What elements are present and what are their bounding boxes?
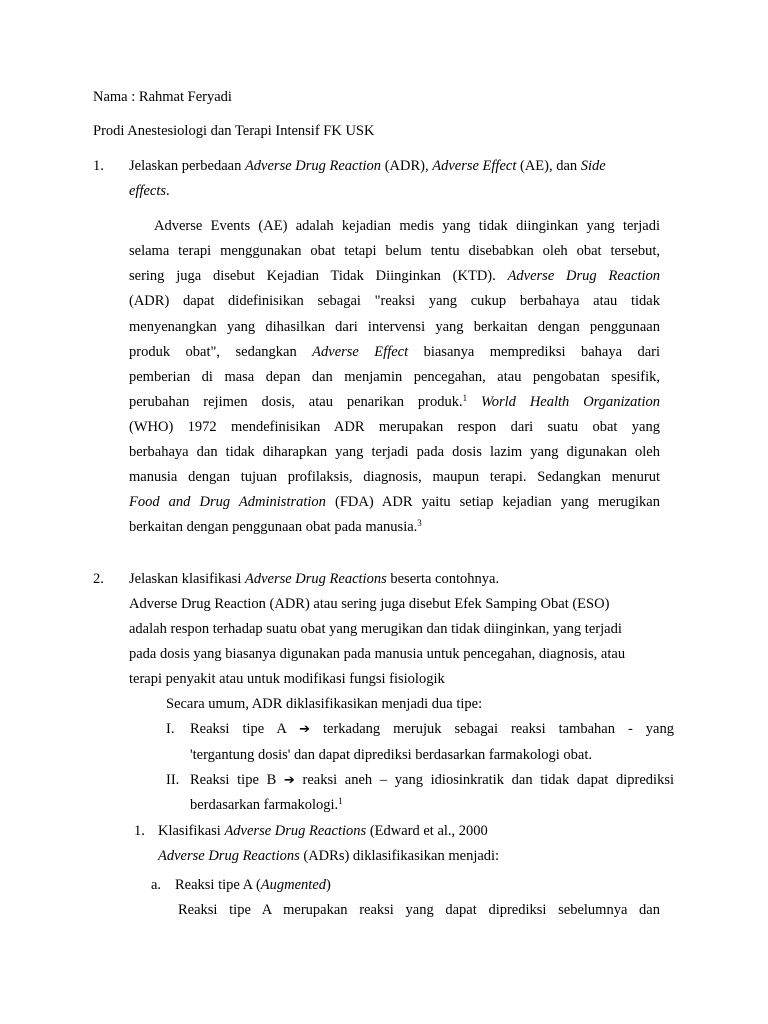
question-1-text: Jelaskan perbedaan Adverse Drug Reaction (ADR), Adverse Effect (AE), dan Side xyxy=(129,158,606,174)
answer-2-line: Adverse Drug Reaction (ADR) atau sering juga disebut Efek Samping Obat (ESO) xyxy=(129,596,610,612)
answer-1-line: produk obat", sedangkan Adverse Effect biasanya memprediksi bahaya dari xyxy=(129,344,660,360)
question-1-number: 1. xyxy=(93,158,104,174)
answer-2-line: terapi penyakit atau untuk modifikasi fungsi fisiologik xyxy=(129,671,445,687)
subitem-a-heading: Reaksi tipe A (Augmented) xyxy=(175,877,331,893)
answer-1-line: manusia dengan tujuan profilaksis, diagnosis, maupun terapi. Sedangkan menurut xyxy=(129,469,660,485)
answer-2-line: adalah respon terhadap suatu obat yang merugikan dan tidak diinginkan, yang terjadi xyxy=(129,621,622,637)
footnote-ref: 1 xyxy=(462,393,468,403)
answer-1-line: (WHO) 1972 mendefinisikan ADR merupakan respon dari suatu obat yang xyxy=(129,419,660,435)
type-a-text: Reaksi tipe A ➔ terkadang merujuk sebagai reaksi tambahan - yang xyxy=(190,721,674,737)
classification-heading: Klasifikasi Adverse Drug Reactions (Edward et al., 2000 xyxy=(158,823,488,839)
answer-2-line: pada dosis yang biasanya digunakan pada manusia untuk pencegahan, diagnosis, atau xyxy=(129,646,626,662)
answer-1-line: (ADR) dapat didefinisikan sebagai "reaksi yang cukup berbahaya atau tidak xyxy=(129,293,660,309)
question-2-number: 2. xyxy=(93,571,104,587)
arrow-right-icon: ➔ xyxy=(299,722,310,737)
classification-number: 1. xyxy=(134,823,145,839)
answer-2-line: Secara umum, ADR diklasifikasikan menjadi dua tipe: xyxy=(166,696,483,712)
subitem-a-letter: a. xyxy=(151,877,162,893)
subitem-a-text: Reaksi tipe A merupakan reaksi yang dapat diprediksi sebelumnya dan xyxy=(178,902,660,918)
arrow-right-icon: ➔ xyxy=(283,773,295,788)
student-name-line: Nama : Rahmat Feryadi xyxy=(93,89,232,105)
answer-1-line: menyenangkan yang dihasilkan dari intervensi yang berkaitan dengan penggunaan xyxy=(129,319,660,335)
type-b-number: II. xyxy=(166,772,180,788)
answer-1-line: pemberian di masa depan dan menjamin pencegahan, atau pengobatan spesifik, xyxy=(129,369,660,385)
classification-intro: Adverse Drug Reactions (ADRs) diklasifikasikan menjadi: xyxy=(158,848,500,864)
study-program-line: Prodi Anestesiologi dan Terapi Intensif FK USK xyxy=(93,123,375,139)
question-1-text-cont: effects. xyxy=(129,183,170,199)
type-b-text: Reaksi tipe B ➔ reaksi aneh – yang idiosinkratik dan tidak dapat diprediksi xyxy=(190,772,674,788)
answer-1-line: Adverse Events (AE) adalah kejadian medis yang tidak diinginkan yang terjadi xyxy=(154,218,660,234)
question-2-text: Jelaskan klasifikasi Adverse Drug Reactions beserta contohnya. xyxy=(129,571,500,587)
answer-1-line: berkaitan dengan penggunaan obat pada manusia.$^3$ xyxy=(129,518,422,535)
type-b-text-cont: berdasarkan farmakologi.$^1$ xyxy=(190,796,343,813)
answer-1-line: berbahaya dan tidak diharapkan yang terjadi pada dosis lazim yang digunakan oleh xyxy=(129,444,660,460)
type-a-text-cont: 'tergantung dosis' dan dapat diprediksi berdasarkan farmakologi obat. xyxy=(190,747,592,763)
footnote-ref: 1 xyxy=(338,796,343,806)
footnote-ref: 3 xyxy=(417,518,422,528)
answer-1-line: perubahan rejimen dosis, atau penarikan produk.$^1$ World Health Organization xyxy=(129,393,660,410)
answer-1-line: sering juga disebut Kejadian Tidak Diinginkan (KTD). Adverse Drug Reaction xyxy=(129,268,660,284)
type-a-number: I. xyxy=(166,721,175,737)
answer-1-line: selama terapi menggunakan obat tetapi belum tentu disebabkan oleh obat tersebut, xyxy=(129,243,660,259)
answer-1-line: Food and Drug Administration (FDA) ADR yaitu setiap kejadian yang merugikan xyxy=(129,494,660,510)
